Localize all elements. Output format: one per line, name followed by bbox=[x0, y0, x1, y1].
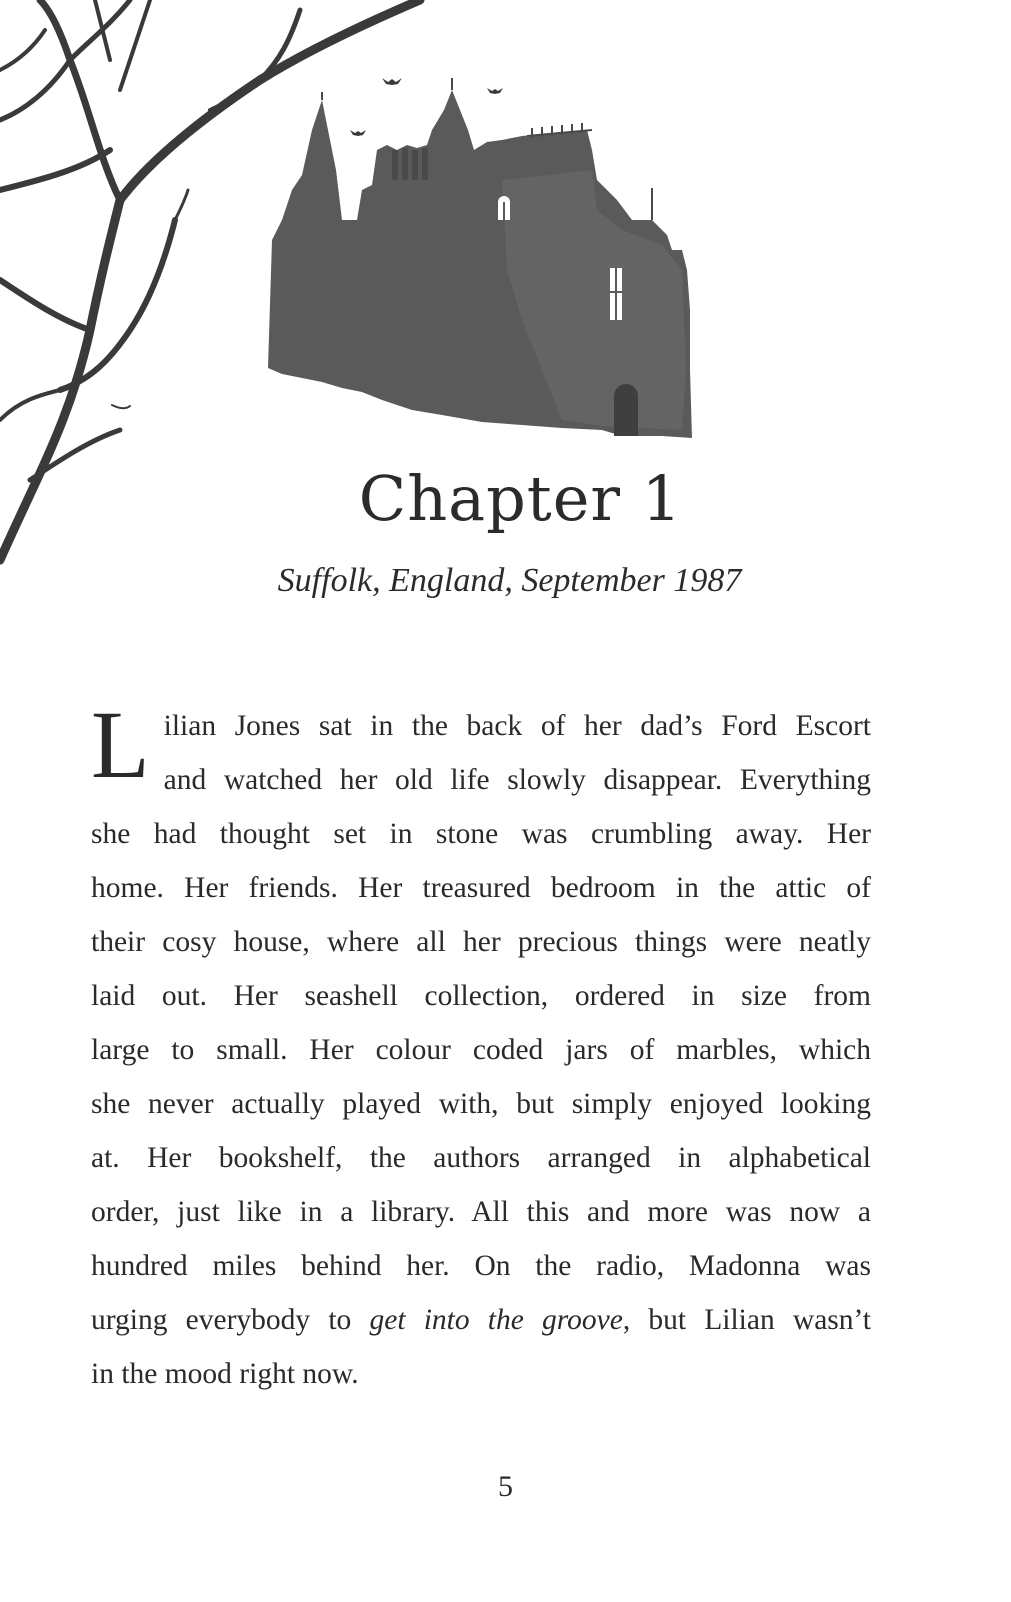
body-text-segment: urging everybody to bbox=[91, 1304, 370, 1336]
body-text-segment: , but Lilian wasn’t bbox=[622, 1304, 872, 1336]
bats-icon bbox=[350, 78, 503, 136]
body-line: order, just like in a library. All this and more was now a bbox=[91, 1196, 871, 1228]
body-line: at. Her bookshelf, the authors arranged in alphabetical bbox=[91, 1142, 871, 1174]
body-line: large to small. Her colour coded jars of marbles, which bbox=[91, 1034, 871, 1066]
body-line: ilian Jones sat in the back of her dad’s Ford Escort bbox=[163, 710, 871, 742]
body-line-last: in the mood right now. bbox=[91, 1358, 359, 1390]
page-number: 5 bbox=[498, 1470, 513, 1503]
body-line: and watched her old life slowly disappear. Everything bbox=[163, 764, 871, 796]
chapter-subtitle: Suffolk, England, September 1987 bbox=[277, 562, 742, 599]
chapter-title: Chapter 1 bbox=[358, 462, 683, 535]
body-line: laid out. Her seashell collection, ordered in size from bbox=[91, 980, 871, 1012]
body-line: hundred miles behind her. On the radio, Madonna was bbox=[91, 1250, 871, 1282]
body-line-with-italic bbox=[91, 1293, 871, 1347]
body-line: home. Her friends. Her treasured bedroom in the attic of bbox=[91, 872, 871, 904]
body-line: she never actually played with, but simply enjoyed looking bbox=[91, 1088, 871, 1120]
body-line: she had thought set in stone was crumbling away. Her bbox=[91, 818, 871, 850]
song-lyric-italic: get into the groove bbox=[369, 1304, 623, 1336]
mansion-illustration bbox=[262, 70, 702, 450]
chapter-body bbox=[91, 691, 872, 1401]
drop-cap: L bbox=[91, 691, 150, 798]
body-line: their cosy house, where all her precious things were neatly bbox=[91, 926, 871, 958]
